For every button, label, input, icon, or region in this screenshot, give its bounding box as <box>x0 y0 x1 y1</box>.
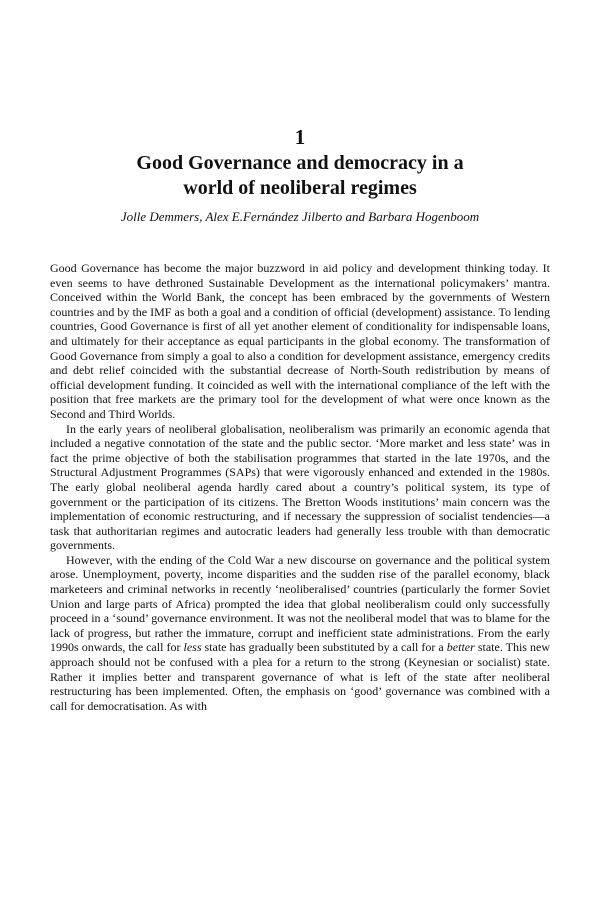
paragraph-2: In the early years of neoliberal globalisation, neoliberalism was primarily an economic agenda that included a negative connotation of the state and the public sector. ‘More market and less state’ was in fact the prime objective of both the stabilisation programmes that started in the late 1970s, and the Structural Adjustment Programmes (SAPs) that were vigorously enhanced and extended in the 1980s. The early global neoliberal agenda hardly cared about a country’s political system, its type of government or the participation of its citizens. The Bretton Woods institutions’ main concern was the implementation of economic restructuring, and if necessary the suppression of socialist tendencies—a task that authoritarian regimes and autocratic leaders had generally less trouble with than democratic governments. <box>50 421 550 553</box>
chapter-title-line-2: world of neoliberal regimes <box>183 177 417 199</box>
chapter-title <box>0 151 600 201</box>
paragraph-3 <box>50 553 550 714</box>
paragraph-3-text-c: state. This new approach should not be confused with a plea for a return to the strong (Keynesian or socialist) state. Rather it implies better and transparent governance of what is left of the state after neoliberal restructuring has been implemented. Often, the emphasis on ‘good’ governance was combined with a call for democratisation. As with <box>50 640 551 713</box>
body-text <box>50 261 550 713</box>
chapter-number: 1 <box>294 125 306 149</box>
chapter-authors: Jolle Demmers, Alex E.Fernández Jilberto and Barbara Hogenboom <box>120 209 480 224</box>
paragraph-3-text-b: state has gradually been substituted by a call for a <box>201 640 447 655</box>
paragraph-3-text-a: However, with the ending of the Cold War a new discourse on governance and the political system arose. Unemployment, poverty, income disparities and the sudden rise of the parallel economy, black marketeers and criminal networks in recently ‘neoliberalised’ countries (particularly the former Soviet Union and large parts of Africa) prompted the idea that global neoliberalism could only successfully proceed in a ‘sound’ governance environment. It was not the neoliberal model that was to blame for the lack of progress, but rather the immature, corrupt and inefficient state administrations. From the early 1990s onwards, the call for <box>50 552 550 655</box>
paragraph-1: Good Governance has become the major buzzword in aid policy and development thinking today. It even seems to have dethroned Sustainable Development as the international policymakers’ mantra. Conceived within the World Bank, the concept has been embraced by the governments of Western countries and by the IMF as both a goal and a condition of official (development) assistance. To lending countries, Good Governance is first of all yet another element of conditionality for indispensable loans, and ultimately for their acceptance as equal participants in the global economy. The transformation of Good Governance from simply a goal to also a condition for development assistance, emergency credits and debt relief coincided with the substantial decrease of North-South redistribution by means of official development funding. It coincided as well with the international compliance of the left with the position that free markets are the primary tool for the development of what were once known as the Second and Third Worlds. <box>50 261 550 421</box>
emphasis-better: better <box>446 640 475 655</box>
chapter-title-line-1: Good Governance and democracy in a <box>136 152 464 174</box>
emphasis-less: less <box>183 640 202 655</box>
